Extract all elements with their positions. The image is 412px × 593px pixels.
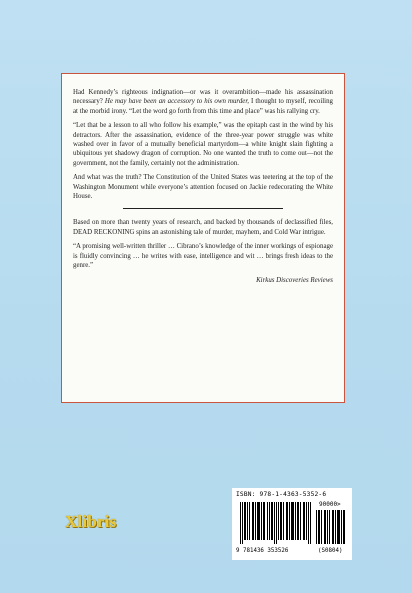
blurb-paragraph-1-start: Had Kennedy’s righteous indignation—or was it overambition—made his assassination necessary? <box>73 89 333 106</box>
section-divider <box>123 208 283 209</box>
blurb-paragraph-1 <box>73 88 333 116</box>
review-quote: “A promising well-written thriller … Cibrano’s knowledge of the inner workings of espionage is fluidly convincing … he writes with ease, intelligence and wit … brings fresh ideas to the genre.” <box>73 243 333 270</box>
price-barcode <box>316 510 346 544</box>
isbn-label: ISBN: 978-1-4363-5352-6 <box>236 491 327 498</box>
barcode-digits: 9 781436 353526 <box>236 548 289 554</box>
blurb-panel <box>61 73 345 403</box>
blurb-paragraph-1-italic: He may have been an accessory to his own murder, <box>104 98 249 106</box>
blurb-paragraph-1-end: I thought to myself, recoiling at the morbid irony. “Let the word go forth from this time and place” was his rallying cry. <box>73 98 333 115</box>
publisher-logo: Xlibris <box>65 512 117 531</box>
price-code: 90000> <box>319 501 341 508</box>
barcode-box <box>232 488 352 560</box>
book-summary: Based on more than twenty years of research, and backed by thousands of declassified files, DEAD RECKONING spins an astonishing tale of murder, mayhem, and Cold War intrigue. <box>73 219 333 236</box>
blurb-paragraph-2: “Let that be a lesson to all who follow his example,” was the epitaph cast in the wind by his detractors. After the assassination, evidence of the three-year power struggle was white washed over in favor of a mutually beneficial martyrdom—a white knight slain fighting a ubiquitous yet shadowy dragon of corruption. No one wanted the truth to come out—not the government, not the family, certainly not the administration. <box>73 122 333 167</box>
blurb-paragraph-3: And what was the truth? The Constitution of the United States was teetering at the top of the Washington Monument while everyone’s attention focused on Jackie redecorating the White House. <box>73 174 333 201</box>
ean-barcode <box>240 502 312 544</box>
review-credit: Kirkus Discoveries Reviews <box>256 276 333 284</box>
order-code: (S0804) <box>318 548 343 554</box>
